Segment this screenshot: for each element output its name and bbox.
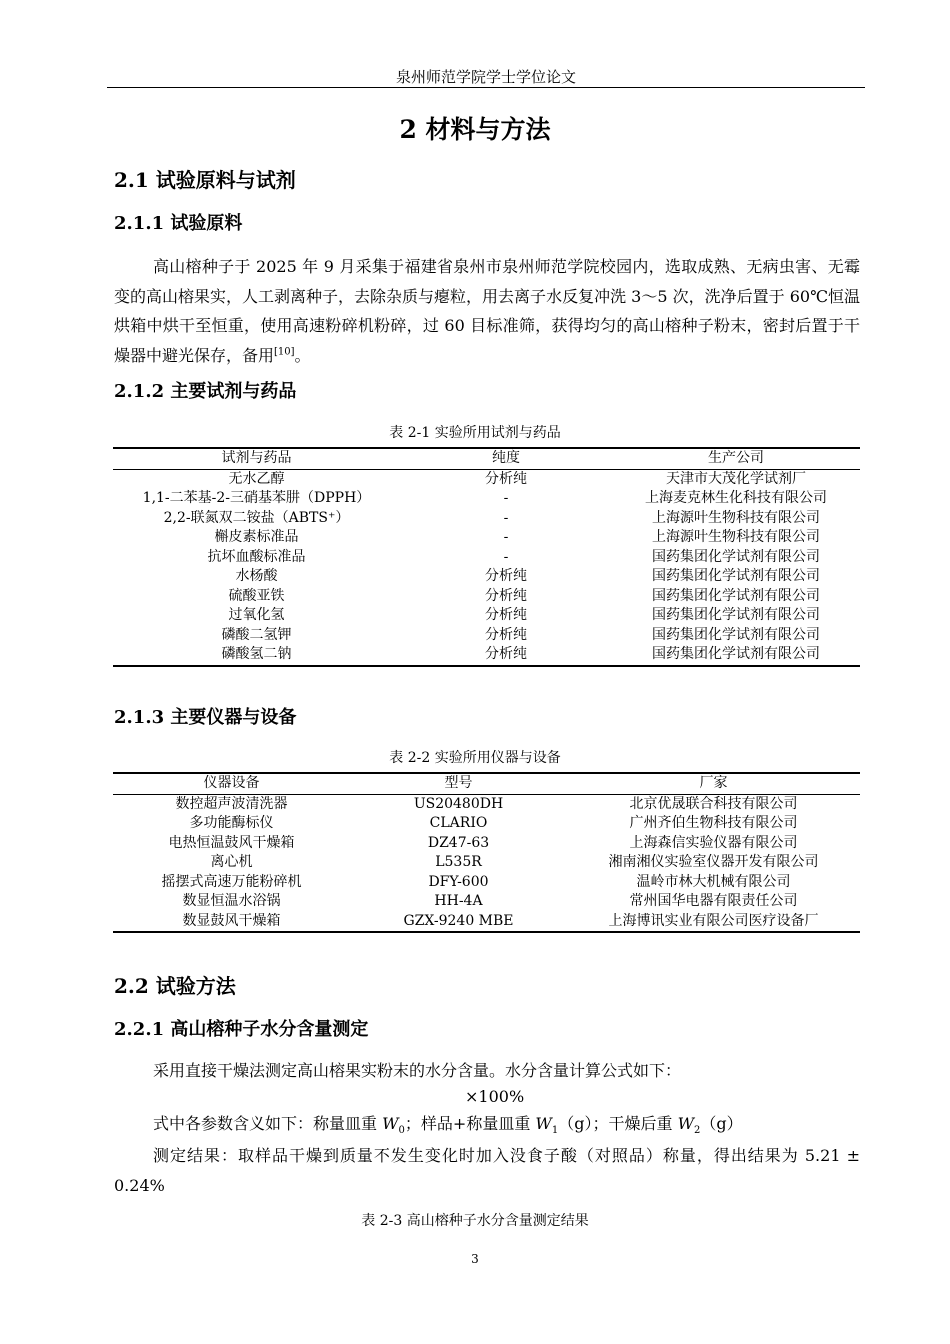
column-header: 试剂与药品: [113, 448, 400, 469]
table-caption-2-2: 表 2-2 实验所用仪器与设备: [389, 750, 561, 766]
paragraph-result: 测定结果：取样品干燥到质量不发生变化时加入没食子酸（对照品）称量，得出结果为 5.21 ± 0.24%: [114, 1146, 860, 1195]
param-text: 式中各参数含义如下：称量皿重: [153, 1114, 383, 1133]
table-row: [113, 548, 860, 568]
table-caption-2-1: 表 2-1 实验所用试剂与药品: [389, 425, 561, 441]
table-cell: HH-4A: [434, 893, 483, 909]
paragraph-end: 。: [294, 345, 311, 365]
table-cell: 国药集团化学试剂有限公司: [612, 645, 860, 666]
table-row: [113, 645, 860, 666]
table-row: [113, 794, 860, 814]
table-cell: -: [503, 509, 509, 526]
table-row: [113, 834, 860, 854]
column-header: 型号: [350, 773, 567, 794]
column-header: 生产公司: [612, 448, 860, 469]
table-cell: CLARIO: [429, 815, 488, 831]
var-w1: W: [535, 1114, 552, 1133]
table-cell: 数显恒温水浴锅: [182, 893, 281, 909]
param-text: ；样品+称量皿重: [404, 1114, 536, 1133]
section-heading-2-2-1: 2.2.1 高山榕种子水分含量测定: [114, 1019, 369, 1040]
section-heading-2-1: 2.1 试验原料与试剂: [114, 168, 296, 192]
table-cell: 天津市大茂化学试剂厂: [666, 470, 806, 487]
var-w2: W: [677, 1114, 695, 1133]
table-cell: 离心机: [210, 854, 253, 870]
table-header-row: [113, 448, 860, 469]
table-cell: 无水乙醇: [228, 470, 285, 487]
table-cell: 湘南湘仪实验室仪器开发有限公司: [608, 854, 819, 870]
table-row: [113, 892, 860, 912]
header-rule: [107, 87, 865, 88]
table-cell: -: [503, 490, 509, 506]
paragraph-raw-material: [114, 252, 860, 370]
table-cell: 上海森信实验仪器有限公司: [629, 834, 798, 851]
table-caption-2-3: 表 2-3 高山榕种子水分含量测定结果: [361, 1213, 589, 1229]
table-cell: 国药集团化学试剂有限公司: [652, 568, 820, 584]
table-row: [113, 606, 860, 626]
page-number: 3: [471, 1252, 479, 1266]
table-cell: DFY-600: [428, 873, 489, 890]
var-w0: W: [382, 1114, 399, 1133]
table-row: [113, 587, 860, 607]
table-row: [113, 853, 860, 873]
table-cell: 数显鼓风干燥箱: [113, 912, 350, 933]
chapter-title: 2 材料与方法: [399, 115, 551, 144]
table-cell: 分析纯: [485, 470, 527, 487]
table-cell: 过氧化氢: [228, 607, 285, 623]
table-cell: 上海源叶生物科技有限公司: [652, 509, 820, 526]
paragraph-parameters: [153, 1112, 743, 1143]
table-cell: 磷酸二氢钾: [221, 626, 292, 643]
param-text: （g）；干燥后重: [558, 1114, 678, 1133]
table-row: [113, 567, 860, 587]
var-w2-sub: 2: [694, 1125, 701, 1137]
table-cell: 分析纯: [485, 607, 527, 623]
table-row: [113, 469, 860, 489]
table-cell: 温岭市林大机械有限公司: [636, 873, 791, 890]
table-row: [113, 873, 860, 893]
table-cell: 分析纯: [400, 645, 612, 666]
paragraph-text: 高山榕种子于 2025 年 9 月采集于福建省泉州市泉州师范学院校园内，选取成熟、无病虫害、无霉变的高山榕果实，人工剥离种子，去除杂质与瘪粒，用去离子水反复冲洗 3～5 次，洗净后置于 60℃恒温烘箱中烘干至恒重，使用高速粉碎机粉碎，过 60 目标准筛，获得均匀的高山榕种子粉末，密封后置于干燥器中避光保存，备用: [114, 257, 860, 365]
citation-ref: [10]: [274, 346, 295, 358]
table-cell: 槲皮素标准品: [214, 529, 299, 545]
table-cell: 北京优晟联合科技有限公司: [629, 795, 798, 812]
table-cell: 国药集团化学试剂有限公司: [652, 548, 820, 565]
table-header-row: [113, 773, 860, 794]
var-w0-sub: 0: [398, 1125, 405, 1137]
section-heading-2-1-3: 2.1.3 主要仪器与设备: [114, 707, 297, 728]
table-cell: US20480DH: [413, 795, 504, 812]
table-cell: 抗坏血酸标准品: [207, 548, 306, 565]
table-cell: 电热恒温鼓风干燥箱: [168, 834, 295, 851]
table-cell: 分析纯: [485, 568, 527, 584]
table-cell: 广州齐伯生物科技有限公司: [629, 815, 798, 831]
reagents-table: [113, 447, 860, 667]
column-header: 纯度: [400, 448, 612, 469]
table-cell: 分析纯: [485, 587, 527, 604]
table-row: [113, 509, 860, 529]
table-cell: 水杨酸: [235, 568, 278, 584]
table-cell: GZX-9240 MBE: [350, 912, 567, 933]
table-row: [113, 912, 860, 933]
param-text: （g）: [700, 1114, 743, 1133]
table-cell: 摇摆式高速万能粉碎机: [161, 873, 302, 890]
paragraph-method: 采用直接干燥法测定高山榕果实粉末的水分含量。水分含量计算公式如下：: [153, 1061, 682, 1080]
table-cell: 上海源叶生物科技有限公司: [652, 529, 820, 545]
table-cell: DZ47-63: [427, 834, 490, 851]
section-heading-2-1-1: 2.1.1 试验原料: [114, 213, 243, 234]
column-header: 厂家: [567, 773, 860, 794]
table-cell: 多功能酶标仪: [189, 815, 274, 831]
table-cell: 上海麦克林生化科技有限公司: [645, 490, 827, 506]
table-cell: -: [503, 529, 509, 545]
instruments-table: [113, 772, 860, 933]
table-row: [113, 626, 860, 646]
table-row: [113, 528, 860, 548]
table-cell: 国药集团化学试剂有限公司: [652, 587, 820, 604]
table-cell: 分析纯: [485, 626, 527, 643]
running-header: 泉州师范学院学士学位论文: [395, 68, 576, 86]
table-cell: 1,1-二苯基-2-三硝基苯肼（DPPH）: [142, 490, 371, 506]
section-heading-2-2: 2.2 试验方法: [114, 974, 236, 998]
formula: ×100%: [465, 1087, 525, 1106]
table-cell: 常州国华电器有限责任公司: [629, 893, 798, 909]
table-cell: L535R: [435, 854, 482, 870]
section-heading-2-1-2: 2.1.2 主要试剂与药品: [114, 381, 297, 402]
table-cell: 上海博讯实业有限公司医疗设备厂: [567, 912, 860, 933]
table-cell: 磷酸氢二钠: [113, 645, 400, 666]
table-cell: 国药集团化学试剂有限公司: [652, 626, 820, 643]
table-cell: 数控超声波清洗器: [175, 795, 288, 812]
table-cell: -: [503, 548, 509, 565]
table-row: [113, 814, 860, 834]
table-cell: 硫酸亚铁: [228, 587, 285, 604]
table-cell: 2,2-联氮双二铵盐（ABTS⁺）: [163, 509, 350, 526]
table-cell: 国药集团化学试剂有限公司: [652, 607, 820, 623]
var-w1-sub: 1: [551, 1125, 559, 1137]
table-row: [113, 489, 860, 509]
column-header: 仪器设备: [113, 773, 350, 794]
